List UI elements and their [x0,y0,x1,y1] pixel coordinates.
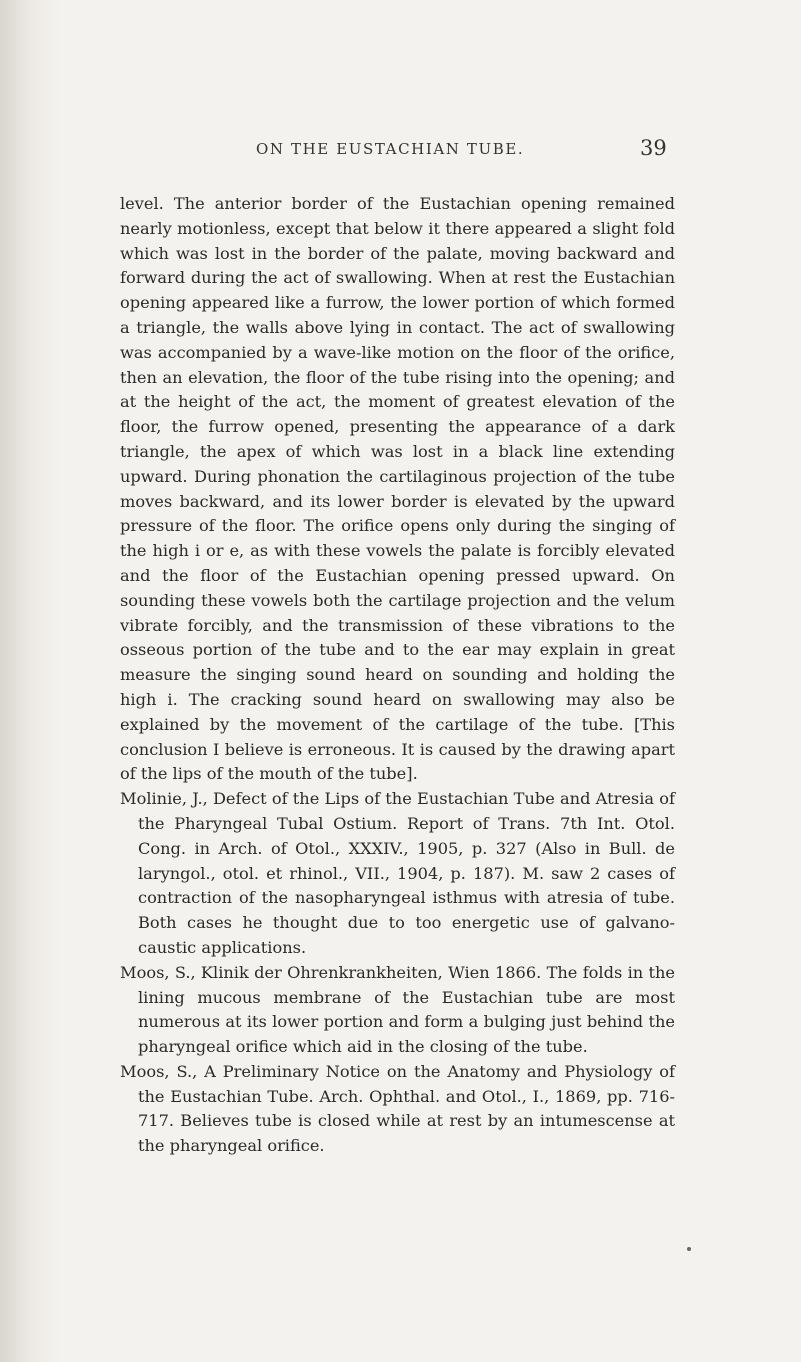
ink-speck [687,1247,691,1251]
bibliography-entry-moos-klinik: Moos, S., Klinik der Ohrenkrankheiten, Wien 1866. The folds in the lining mucous membrane of the Eustachian tube are most numerous at its lower portion and form a bulging just behind the pharyngeal orifice which aid in the closing of the tube. [120,962,675,1057]
page-number: 39 [640,136,667,160]
page-body [120,192,675,1159]
page-header [0,136,801,170]
page-edge-shadow [0,0,60,1362]
continued-paragraph: level. The anterior border of the Eustachian opening remained nearly motionless, except that below it there appeared a slight fold which was lost in the border of the palate, moving backward and forward during the act of swallowing. When at rest the Eustachian opening appeared like a furrow, the lower portion of which formed a triangle, the walls above lying in contact. The act of swallowing was accompanied by a wave-like motion on the floor of the orifice, then an elevation, the floor of the tube rising into the opening; and at the height of the act, the moment of greatest elevation of the floor, the furrow opened, presenting the appearance of a dark triangle, the apex of which was lost in a black line extending upward. During phonation the cartilaginous projection of the tube moves backward, and its lower border is elevated by the upward pressure of the floor. The orifice opens only during the singing of the high i or e, as with these vowels the palate is forcibly elevated and the floor of the Eustachian opening pressed upward. On sounding these vowels both the cartilage projection and the velum vibrate forcibly, and the transmission of these vibrations to the osseous portion of the tube and to the ear may explain in great measure the singing sound heard on sounding and holding the high i. The cracking sound heard on swallowing may also be explained by the movement of the cartilage of the tube. [This conclusion I believe is erroneous. It is caused by the drawing apart of the lips of the mouth of the tube]. [120,194,675,784]
running-head: ON THE EUSTACHIAN TUBE. [256,140,525,158]
bibliography-entry-molinie: Molinie, J., Defect of the Lips of the Eustachian Tube and Atresia of the Pharyngeal Tubal Ostium. Report of Trans. 7th Int. Otol. Cong. in Arch. of Otol., XXXIV., 1905, p. 327 (Also in Bull. de laryngol., otol. et rhinol., VII., 1904, p. 187). M. saw 2 cases of contraction of the nasopharyngeal isthmus with atresia of tube. Both cases he thought due to too energetic use of galvano-caustic applications. [120,789,675,957]
bibliography-entry-moos-preliminary: Moos, S., A Preliminary Notice on the Anatomy and Physiology of the Eustachian Tube. Arch. Ophthal. and Otol., I., 1869, pp. 716-717. Believes tube is closed while at rest by an intumescense at the pharyngeal orifice. [120,1061,675,1156]
